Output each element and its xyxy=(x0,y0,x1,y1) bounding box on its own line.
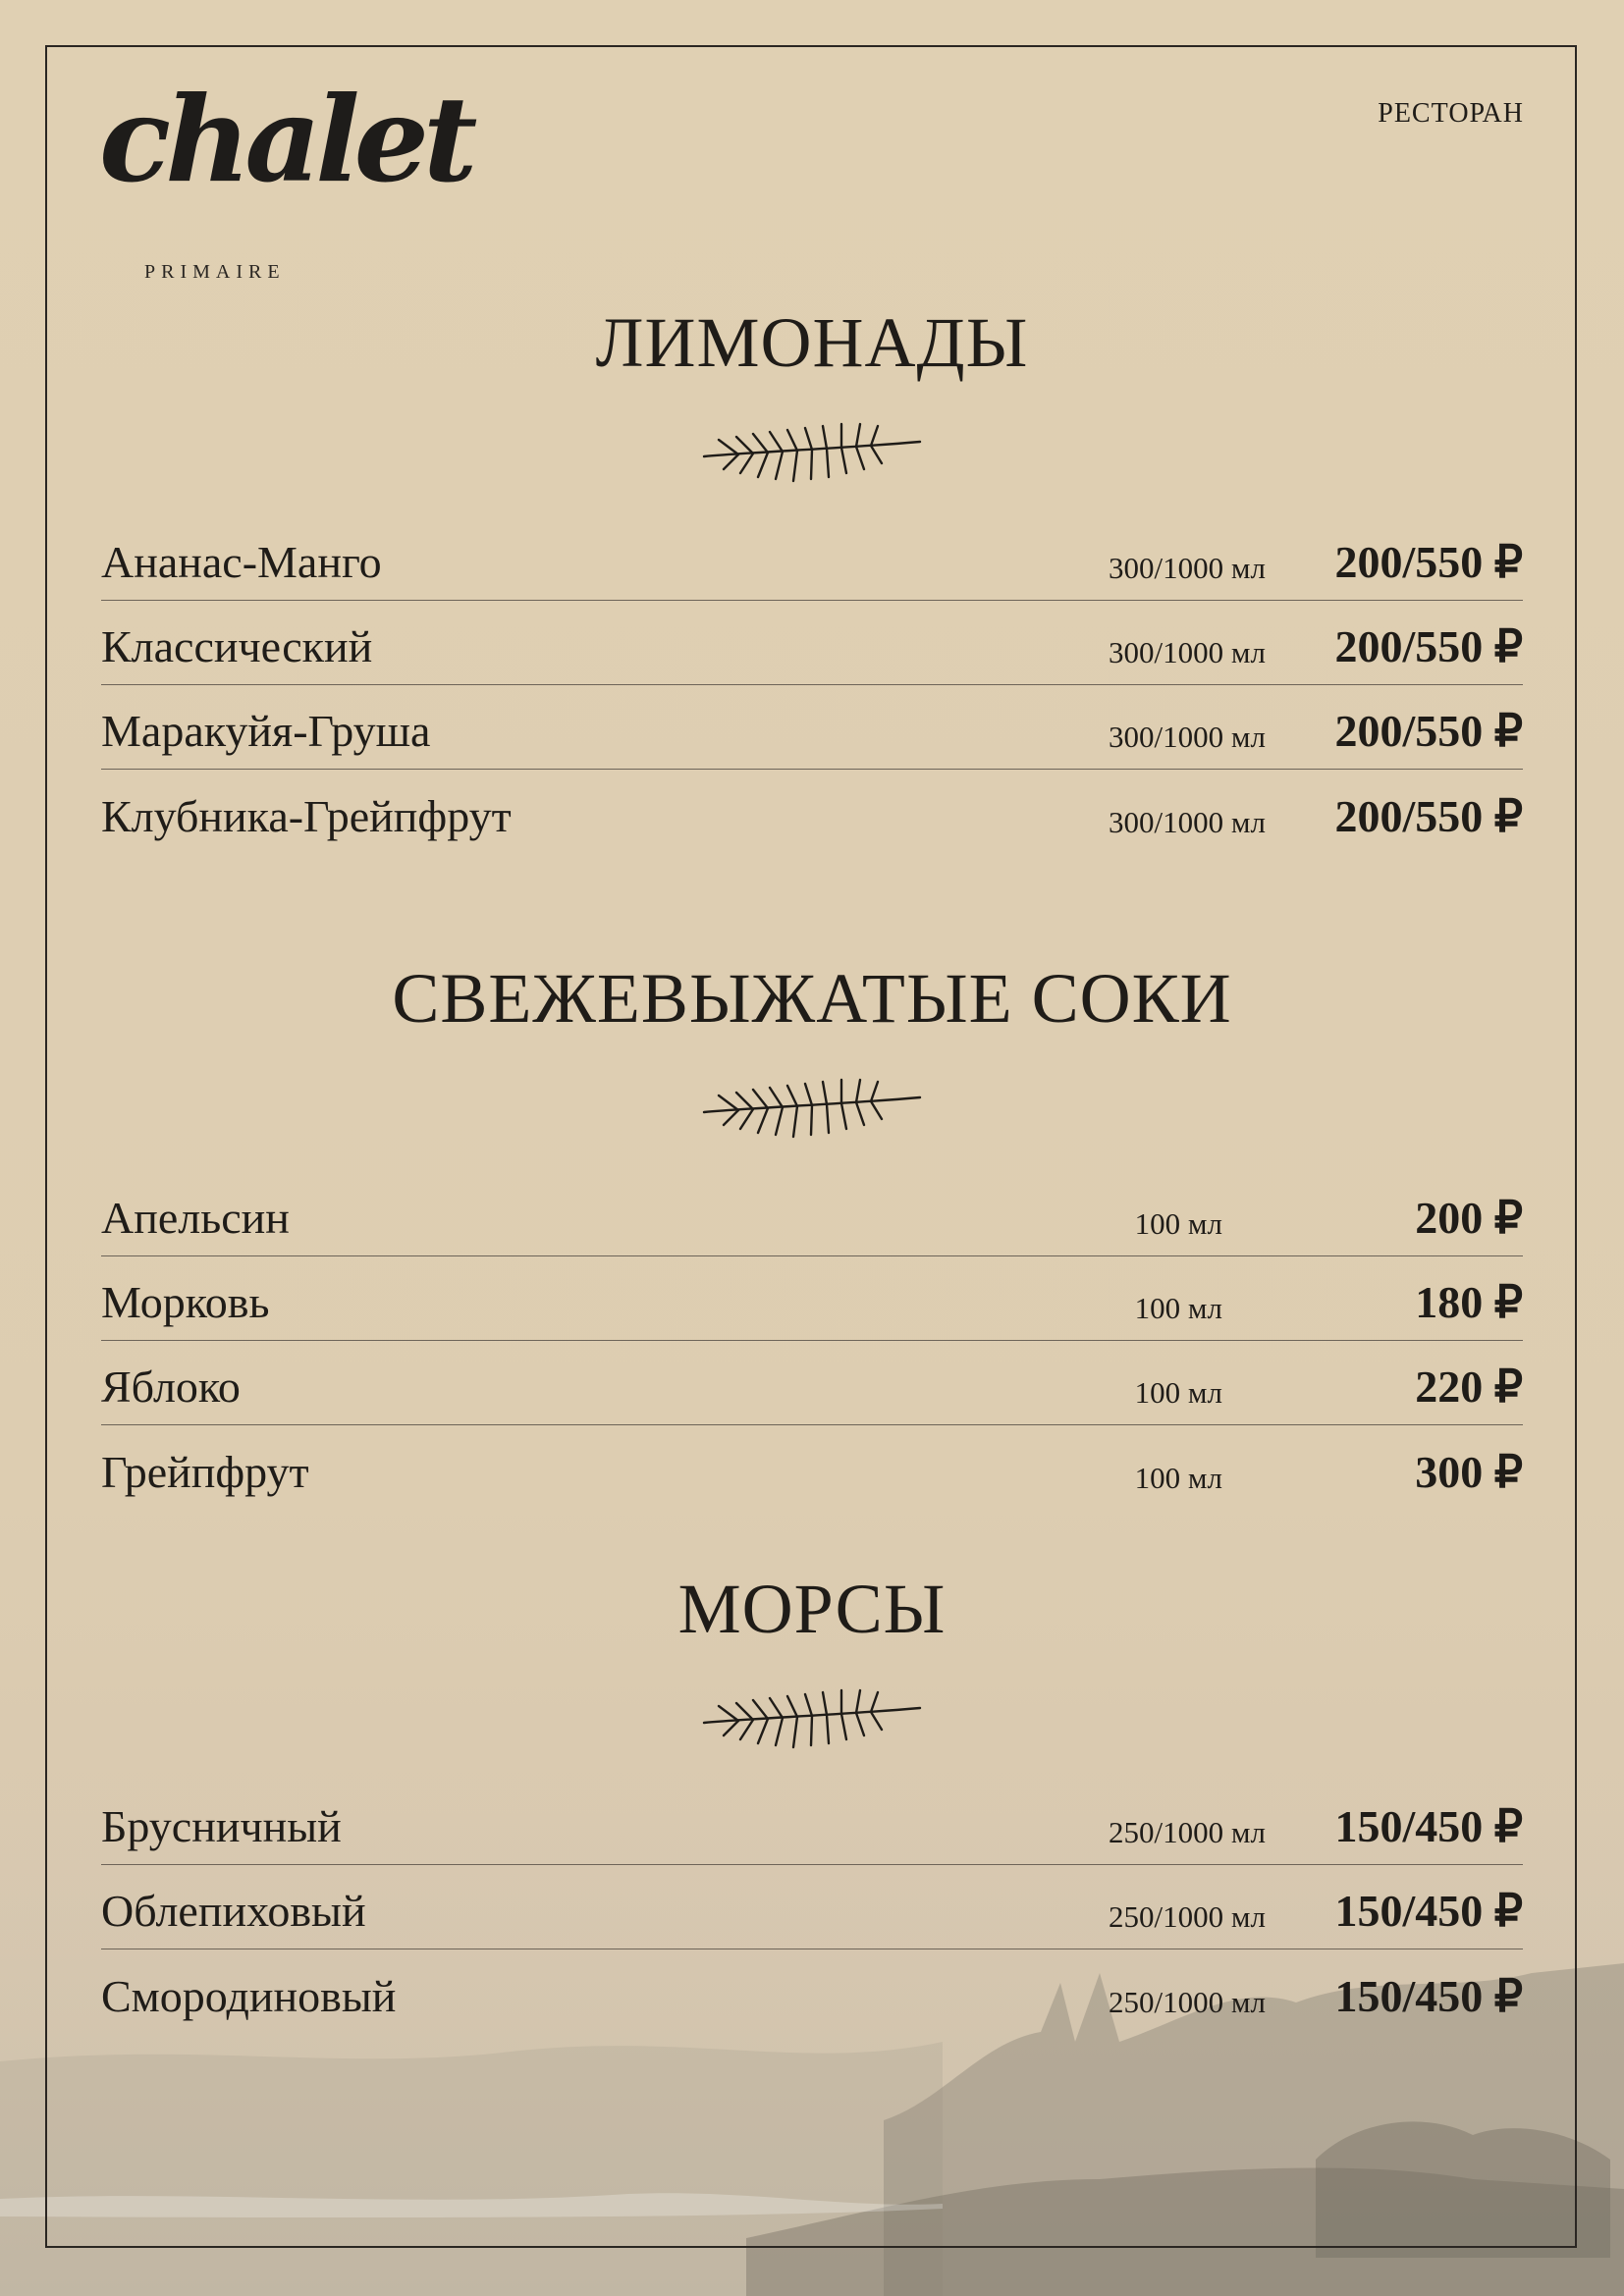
menu-row xyxy=(101,1425,1523,1510)
item-name: Маракуйя-Груша xyxy=(101,706,431,756)
menu-row xyxy=(101,516,1523,601)
item-name: Классический xyxy=(101,621,373,671)
menu-row xyxy=(101,1172,1523,1256)
item-volume: 250/1000 мл xyxy=(1109,1815,1266,1849)
item-volume: 300/1000 мл xyxy=(1109,805,1266,839)
item-volume: 100 мл xyxy=(1134,1375,1222,1410)
item-volume: 250/1000 мл xyxy=(1109,1899,1266,1934)
item-name: Апельсин xyxy=(101,1193,290,1243)
item-volume: 100 мл xyxy=(1134,1206,1222,1241)
item-price: 150/450 ₽ xyxy=(1334,1971,1523,2021)
menu-row xyxy=(101,770,1523,854)
item-price: 180 ₽ xyxy=(1415,1277,1523,1327)
menu-row xyxy=(101,1256,1523,1341)
item-volume: 100 мл xyxy=(1134,1461,1222,1495)
item-name: Яблоко xyxy=(101,1362,241,1412)
item-name: Облепиховый xyxy=(101,1886,366,1936)
item-volume: 100 мл xyxy=(1134,1291,1222,1325)
item-volume: 250/1000 мл xyxy=(1109,1985,1266,2019)
item-name: Грейпфрут xyxy=(101,1447,309,1497)
menu-row xyxy=(101,1341,1523,1425)
item-name: Ананас-Манго xyxy=(101,537,382,587)
logo-subtitle: PRIMAIRE xyxy=(144,261,286,283)
sprig-divider-icon xyxy=(699,1068,925,1147)
item-volume: 300/1000 мл xyxy=(1109,635,1266,669)
section-title-mors: МОРСЫ xyxy=(677,1570,947,1648)
item-price: 300 ₽ xyxy=(1415,1447,1523,1497)
sprig-divider-icon xyxy=(699,1679,925,1757)
item-price: 200/550 ₽ xyxy=(1334,791,1523,841)
menu-row xyxy=(101,685,1523,770)
restaurant-label: РЕСТОРАН xyxy=(1378,98,1524,129)
item-name: Клубника-Грейпфрут xyxy=(101,791,512,841)
item-name: Морковь xyxy=(101,1277,270,1327)
item-price: 200/550 ₽ xyxy=(1334,621,1523,671)
item-volume: 300/1000 мл xyxy=(1109,551,1266,585)
section-title-lemonades: ЛИМОНАДЫ xyxy=(595,303,1029,382)
menu-row xyxy=(101,601,1523,685)
item-price: 200 ₽ xyxy=(1415,1193,1523,1243)
item-price: 200/550 ₽ xyxy=(1334,706,1523,756)
menu-row xyxy=(101,1865,1523,1949)
item-name: Смородиновый xyxy=(101,1971,397,2021)
menu-row xyxy=(101,1949,1523,2034)
section-title-fresh-juices: СВЕЖЕВЫЖАТЫЕ СОКИ xyxy=(392,959,1232,1038)
item-volume: 300/1000 мл xyxy=(1109,720,1266,754)
sprig-divider-icon xyxy=(699,412,925,491)
logo-wordmark: chalet xyxy=(99,71,472,209)
menu-row xyxy=(101,1781,1523,1865)
item-price: 150/450 ₽ xyxy=(1334,1801,1523,1851)
item-price: 200/550 ₽ xyxy=(1334,537,1523,587)
restaurant-logo xyxy=(93,69,472,285)
item-name: Брусничный xyxy=(101,1801,342,1851)
item-price: 220 ₽ xyxy=(1415,1362,1523,1412)
item-price: 150/450 ₽ xyxy=(1334,1886,1523,1936)
